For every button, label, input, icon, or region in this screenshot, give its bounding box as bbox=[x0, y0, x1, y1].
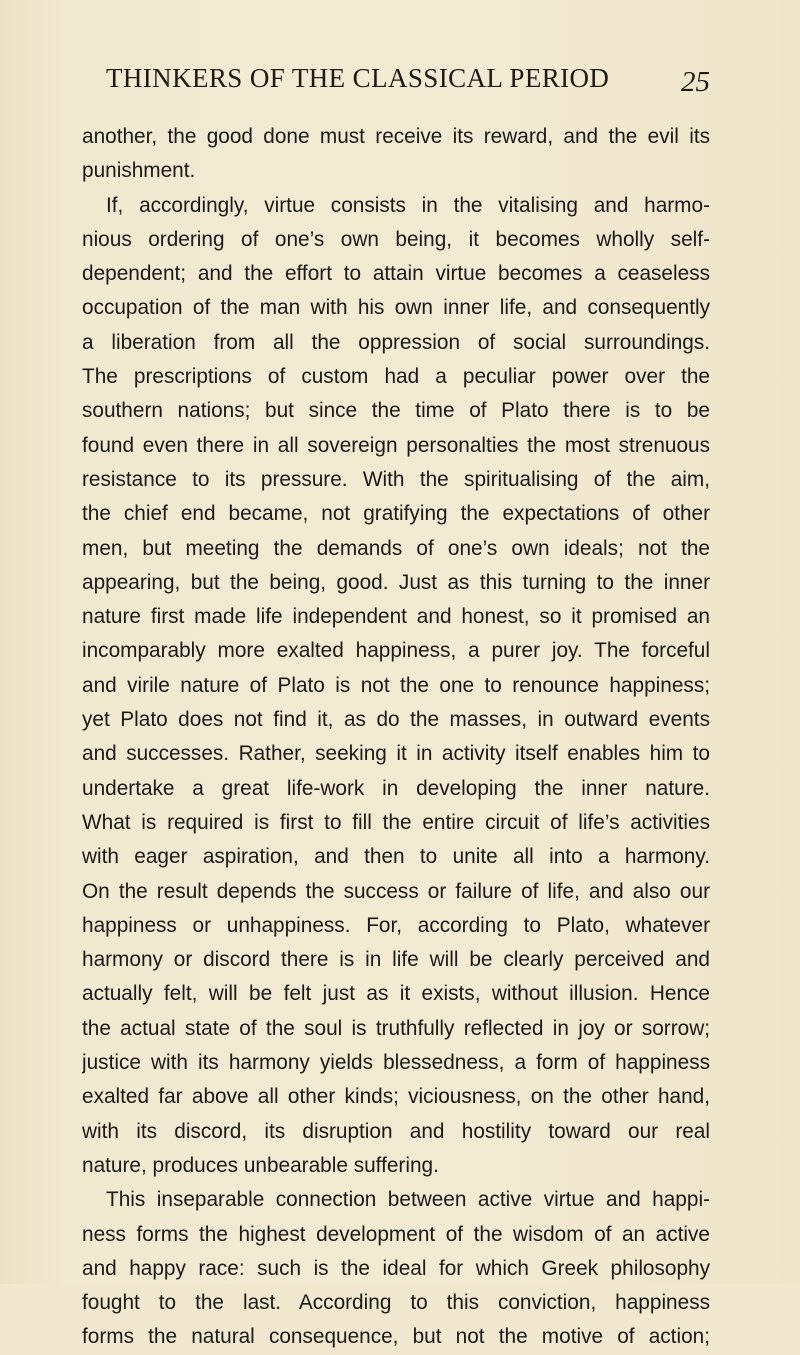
text-line: justice with its harmony yields blessedness, a form of happiness bbox=[82, 1051, 710, 1075]
text-line: happiness or unhappiness. For, according to Plato, whatever bbox=[82, 913, 710, 937]
text-line: nious ordering of one’s own being, it becomes wholly self- bbox=[82, 227, 710, 251]
text-line: dependent; and the effort to attain virtue becomes a ceaseless bbox=[82, 262, 710, 286]
text-line: a liberation from all the oppression of social surroundings. bbox=[82, 330, 710, 354]
text-line: resistance to its pressure. With the spiritualising of the aim, bbox=[82, 467, 710, 491]
text-line: The prescriptions of custom had a peculiar power over the bbox=[82, 365, 710, 389]
text-line: and virile nature of Plato is not the one to renounce happiness; bbox=[82, 673, 710, 697]
text-line: with eager aspiration, and then to unite all into a harmony. bbox=[82, 845, 710, 869]
text-line: What is required is first to fill the entire circuit of life’s activities bbox=[82, 810, 710, 834]
text-line: undertake a great life-work in developing the inner nature. bbox=[82, 776, 710, 800]
text-line: another, the good done must receive its reward, and the evil its bbox=[82, 125, 710, 148]
paragraph-start-line: This inseparable connection between active virtue and happi- bbox=[106, 1188, 710, 1212]
running-head bbox=[0, 60, 800, 100]
paragraph-start-line: If, accordingly, virtue consists in the vitalising and harmo- bbox=[106, 193, 710, 217]
text-line: men, but meeting the demands of one’s own ideals; not the bbox=[82, 536, 710, 560]
text-line: exalted far above all other kinds; viciousness, on the other hand, bbox=[82, 1085, 710, 1109]
text-line: the actual state of the soul is truthfully reflected in joy or sorrow; bbox=[82, 1016, 710, 1040]
text-line: On the result depends the success or failure of life, and also our bbox=[82, 879, 710, 903]
text-line: harmony or discord there is in life will be clearly perceived and bbox=[82, 948, 710, 972]
text-line: occupation of the man with his own inner life, and consequently bbox=[82, 296, 710, 320]
text-line: the chief end became, not gratifying the expectations of other bbox=[82, 502, 710, 526]
body-text bbox=[82, 120, 710, 1355]
text-line: found even there in all sovereign personalties the most strenuous bbox=[82, 433, 710, 457]
text-line: ness forms the highest development of the wisdom of an active bbox=[82, 1222, 710, 1246]
text-line: actually felt, will be felt just as it exists, without illusion. Hence bbox=[82, 982, 710, 1006]
text-line: with its discord, its disruption and hostility toward our real bbox=[82, 1119, 710, 1143]
text-line: punishment. bbox=[82, 159, 196, 183]
text-line: yet Plato does not find it, as do the masses, in outward events bbox=[82, 708, 710, 732]
page-number: 25 bbox=[681, 66, 710, 98]
text-line: southern nations; but since the time of Plato there is to be bbox=[82, 399, 710, 423]
text-line: and happy race: such is the ideal for which Greek philosophy bbox=[82, 1256, 710, 1280]
running-title: THINKERS OF THE CLASSICAL PERIOD bbox=[106, 63, 610, 93]
text-line: appearing, but the being, good. Just as this turning to the inner bbox=[82, 570, 710, 594]
text-line: forms the natural consequence, but not the motive of action; bbox=[82, 1325, 710, 1349]
text-line: nature first made life independent and honest, so it promised an bbox=[82, 605, 710, 629]
text-line: incomparably more exalted happiness, a purer joy. The forceful bbox=[82, 639, 710, 663]
text-line: nature, produces unbearable suffering. bbox=[82, 1153, 439, 1177]
text-line: fought to the last. According to this conviction, happiness bbox=[82, 1291, 710, 1315]
text-line: and successes. Rather, seeking it in activity itself enables him to bbox=[82, 742, 710, 766]
